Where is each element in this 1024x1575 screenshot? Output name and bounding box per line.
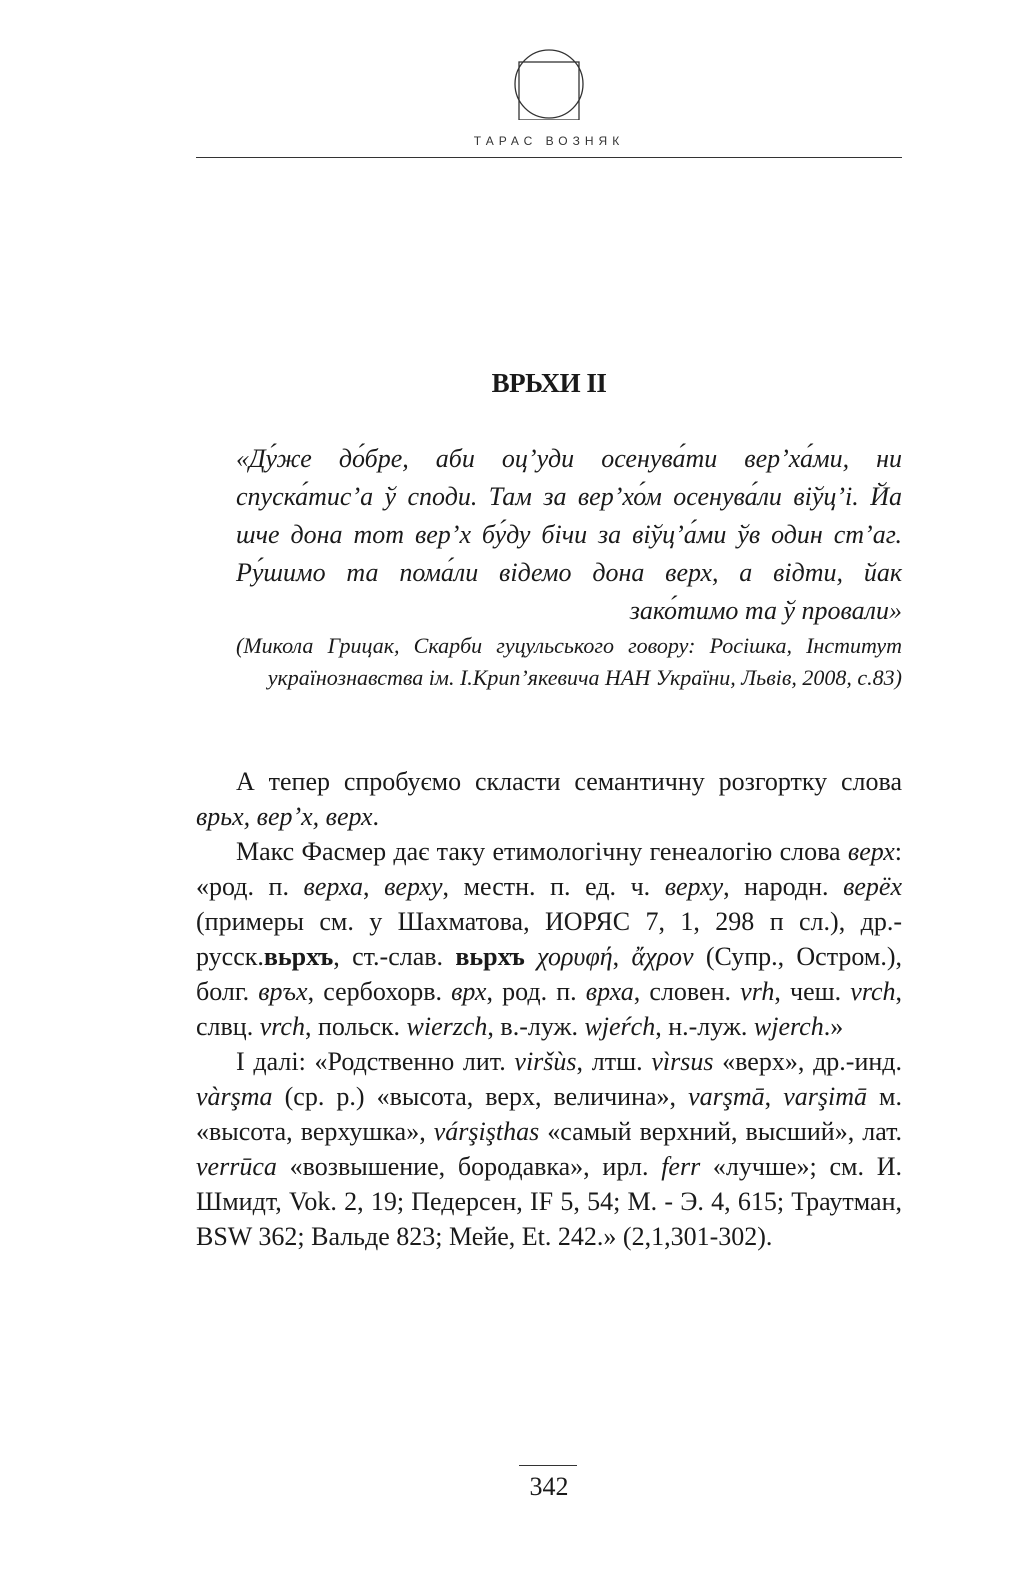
epigraph-source: (Микола Грицак, Скарби гуцульського говору: Росішка, Інститут українознавства ім. І.Крип’якевича НАН України, Львів, 2008, с.83) <box>236 633 902 690</box>
epigraph-quote: «Ду́же до́бре, аби оц’уди осенува́ти вер’ха́ми, ни спуска́тис’а ў споди. Там за вер’хо́м осенува́ли віўц’і. Йа шче дона тот вер’х бу́ду бічи за віўц’а́ми ўв один ст’аг. Ру́шимо та пома́ли відемо дона верх, а відти, йак зако́тимо та ў провали» <box>236 444 902 625</box>
running-head: ТАРАС ВОЗНЯК <box>473 134 625 148</box>
body-text <box>196 764 902 1254</box>
chapter-title: ВРЬХИ II <box>491 368 607 398</box>
epigraph <box>236 440 902 694</box>
paragraph-2: Макс Фасмер дає таку етимологічну генеалогію слова верх: «род. п. верха, верху, местн. п. ед. ч. верху, народн. верёх (примеры см. у Шахматова, ИОРЯС 7, 1, 298 п сл.), др.-русск.вьрхъ, ст.-слав. вьрхъ χορυφή, ἄχρον (Супр., Остром.), болг. връх, сербохорв. врх, род. п. врха, словен. vrh, чеш. vrch, слвц. vrch, польск. wierzch, в.-луж. wjeŕch, н.-луж. wjerch.» <box>196 837 903 1041</box>
header-rule <box>196 157 902 158</box>
page-number-rule <box>519 1465 577 1466</box>
paragraph-1: А тепер спробуємо скласти семантичну розгортку слова врьх, вер’х, верх. <box>196 767 902 831</box>
page-number: 342 <box>529 1472 569 1501</box>
circle-square-emblem-icon <box>513 48 585 120</box>
paragraph-3: І далі: «Родственно лит. viršùs, лтш. vìrsus «верх», др.-инд. vàrşma (ср. р.) «высота, верх, величина», varşmā, varşimā м. «высота, верхушка», várşişthas «самый верхний, высший», лат. verrūca «возвышение, бородавка», ирл. ferr «лучше»; см. И. Шмидт, Vok. 2, 19; Педерсен, IF 5, 54; М. - Э. 4, 615; Траутман, BSW 362; Вальде 823; Мейе, Et. 242.» (2,1,301-302). <box>196 1047 903 1251</box>
